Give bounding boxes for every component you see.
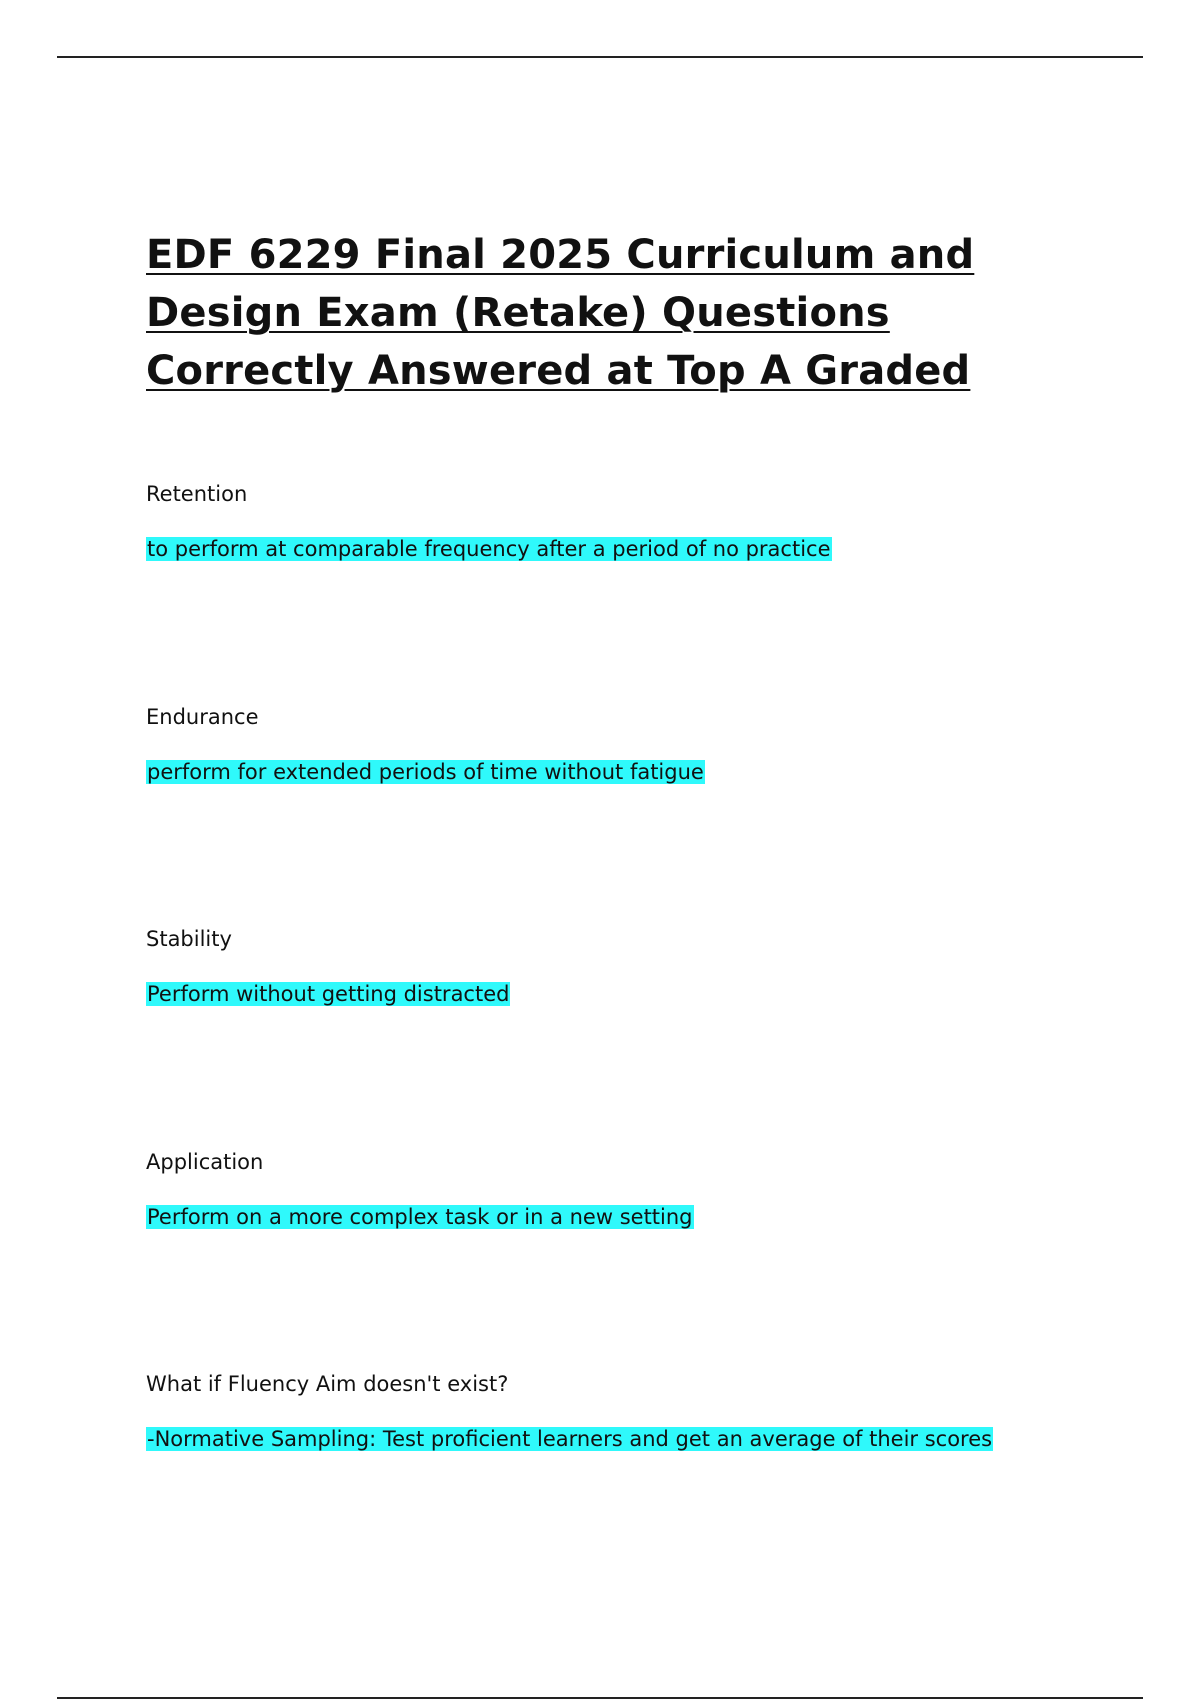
answer-text <box>146 980 1086 1008</box>
qa-item-retention <box>146 480 1086 563</box>
highlighted-answer: to perform at comparable frequency after a period of no practice <box>147 537 831 561</box>
question-text: Endurance <box>146 705 259 729</box>
question-text: Retention <box>146 482 248 506</box>
title-block <box>146 226 1086 400</box>
answer-text <box>146 758 1086 786</box>
footer-rule <box>57 1697 1143 1699</box>
document-title: EDF 6229 Final 2025 Curriculum and Design Exam (Retake) Questions Correctly Answered at Top A Graded <box>146 232 975 394</box>
answer-text <box>146 1425 1086 1453</box>
qa-item-fluency-aim <box>146 1370 1086 1453</box>
highlighted-answer: -Normative Sampling: Test proficient learners and get an average of their scores <box>147 1427 993 1451</box>
qa-item-stability <box>146 925 1086 1008</box>
answer-text <box>146 1203 1086 1231</box>
answer-text <box>146 535 1086 563</box>
question-text: What if Fluency Aim doesn't exist? <box>146 1372 509 1396</box>
highlighted-answer: Perform without getting distracted <box>147 982 510 1006</box>
question-text: Application <box>146 1150 264 1174</box>
qa-item-endurance <box>146 703 1086 786</box>
highlighted-answer: perform for extended periods of time without fatigue <box>147 760 704 784</box>
qa-item-application <box>146 1148 1086 1231</box>
highlighted-answer: Perform on a more complex task or in a new setting <box>147 1205 693 1229</box>
header-rule <box>57 56 1143 58</box>
question-text: Stability <box>146 927 232 951</box>
